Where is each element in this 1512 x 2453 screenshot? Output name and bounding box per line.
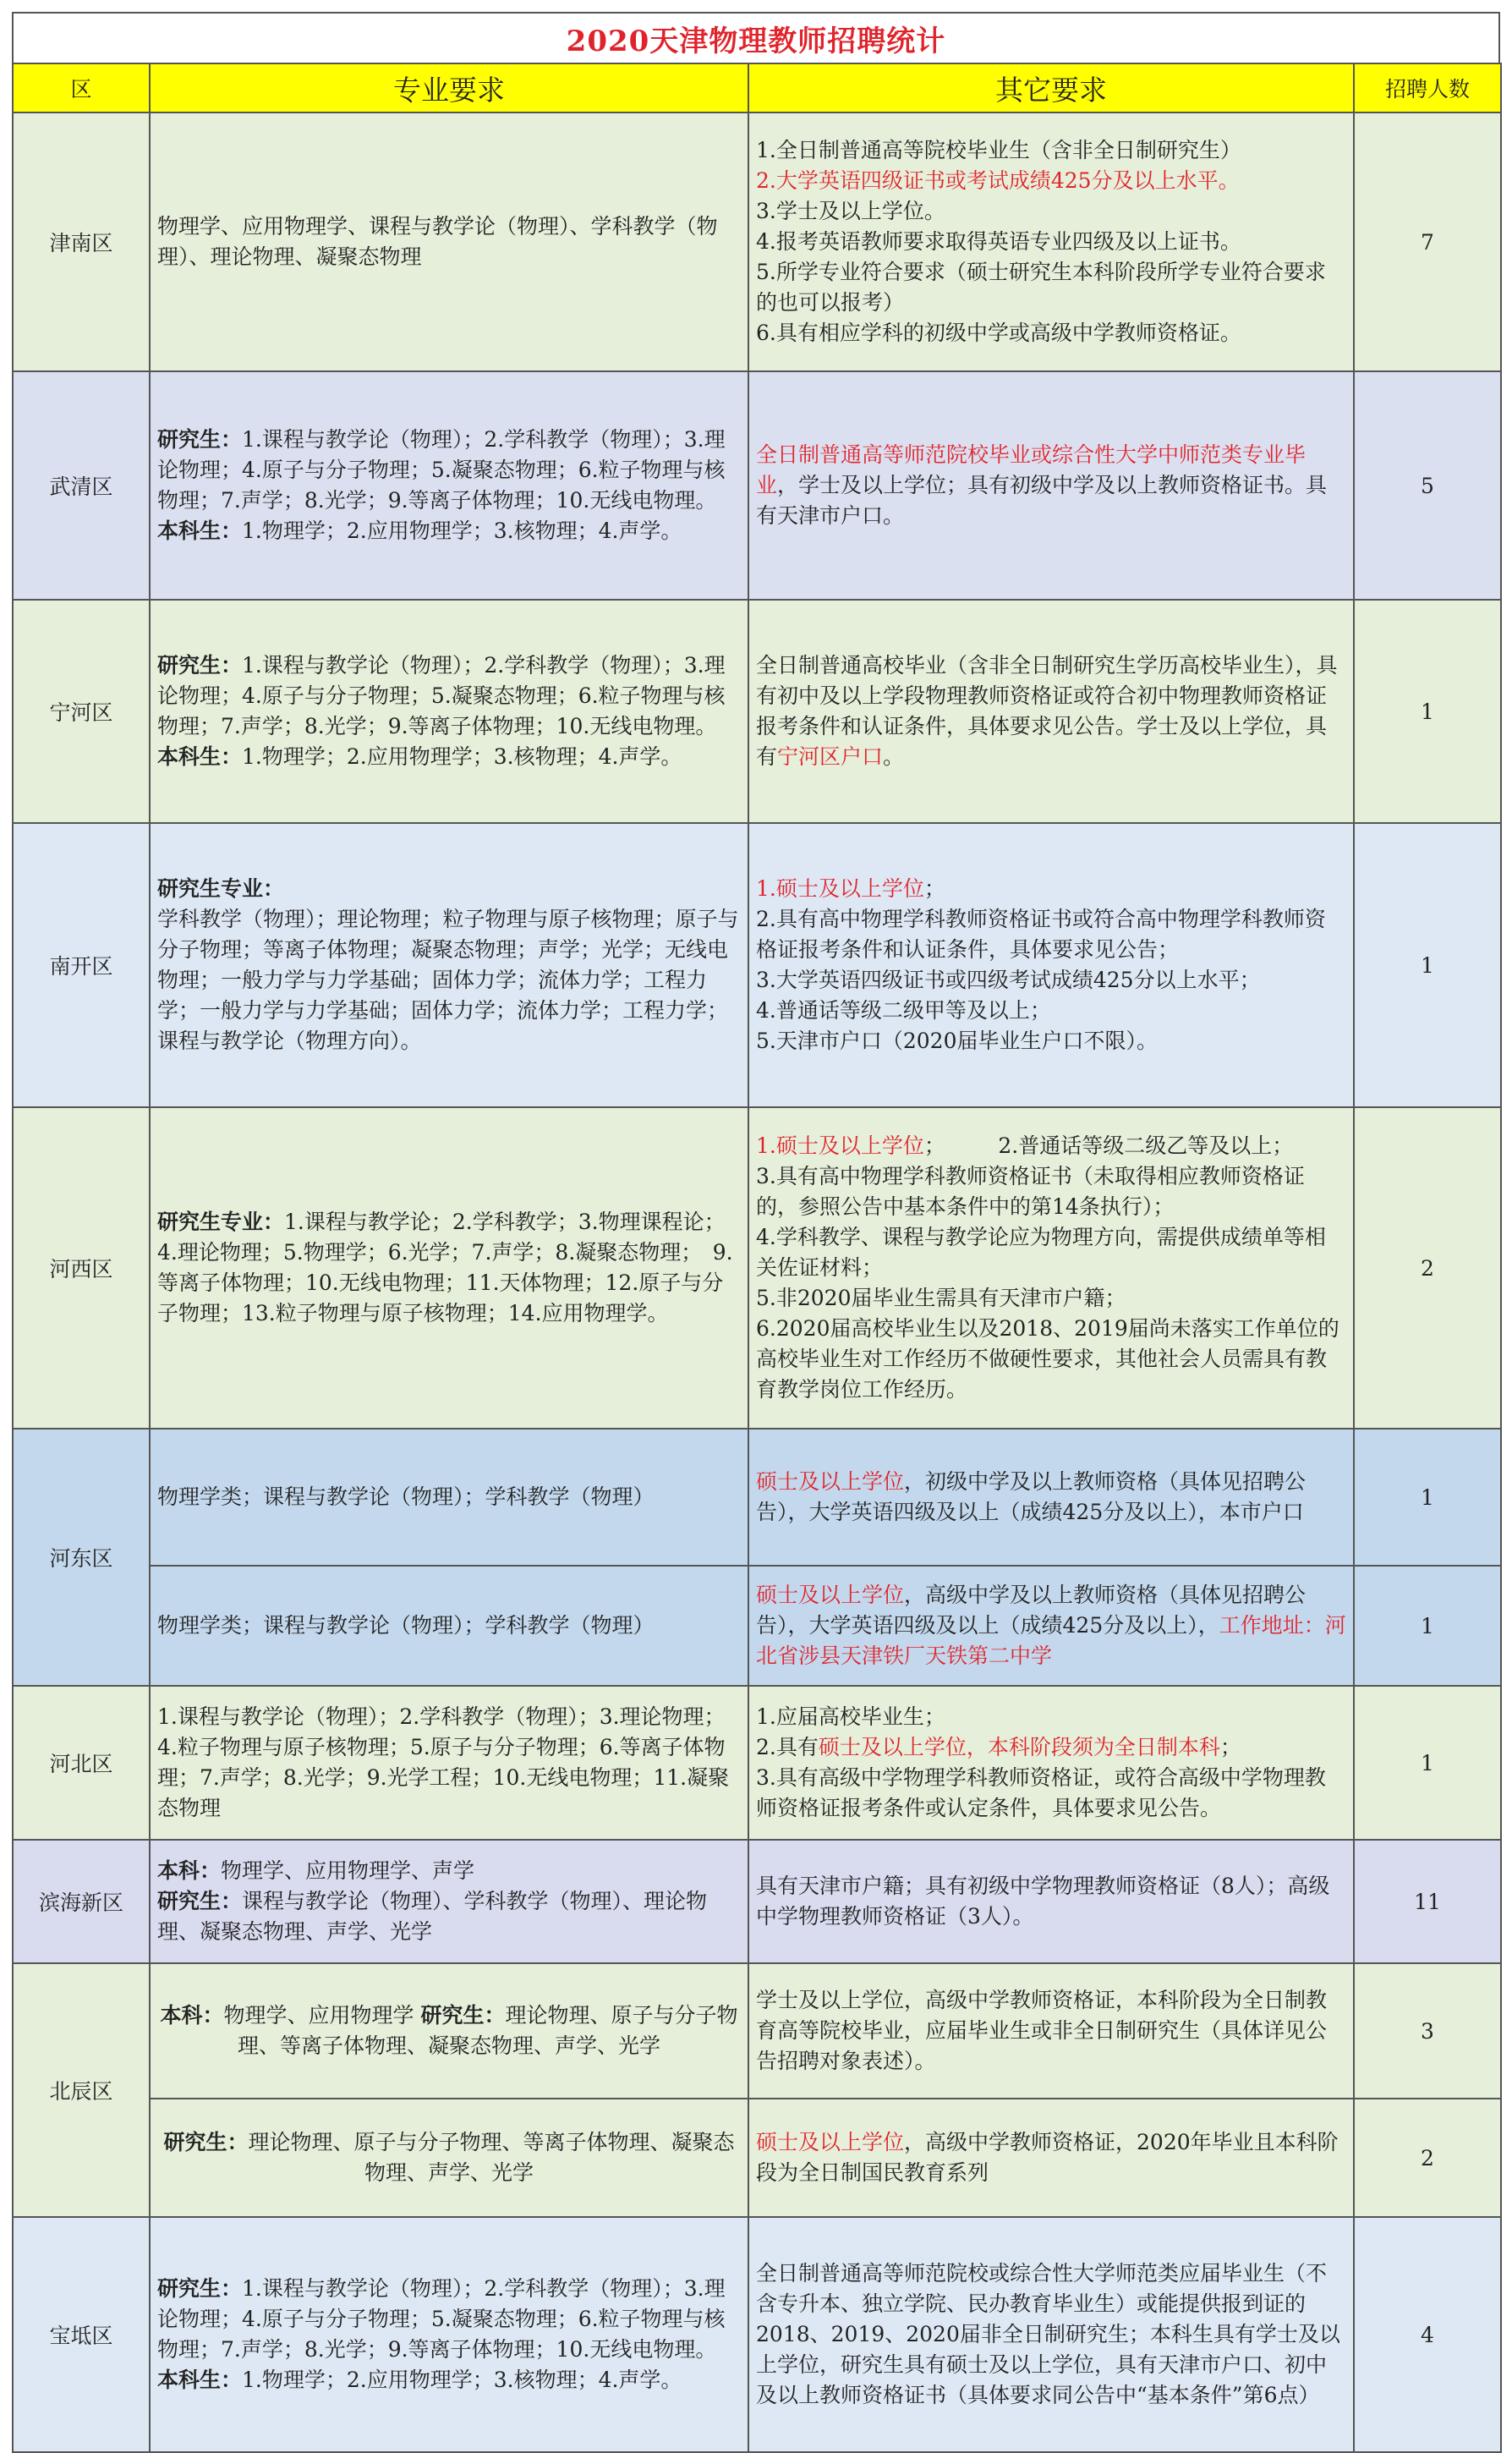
grad-majors: 1.课程与教学论（物理）；2.学科教学（物理）；3.理论物理；4.原子与分子物理；5.凝聚态物理；6.粒子物理与核物理；7.声学；8.光学；9.等离子体物理；10.无线电物理。 (157, 653, 726, 738)
sheet-title: 2020天津物理教师招聘统计 (12, 12, 1500, 63)
grad-label: 研究生专业： (157, 876, 285, 901)
grad-majors: 课程与教学论（物理）、学科教学（物理）、理论物理、凝聚态物理、声学、光学 (157, 1889, 708, 1944)
other-line: 5.天津市户口（2020届毕业生户口不限）。 (756, 1029, 1158, 1053)
other-line: 4.普通话等级二级甲等及以上； (756, 998, 1051, 1023)
other-line-end: ； (1219, 1735, 1241, 1759)
district-cell: 南开区 (13, 823, 150, 1107)
other-highlight: 硕士及以上学位，本科阶段须为全日制本科 (818, 1735, 1220, 1759)
count-cell: 1 (1354, 1429, 1501, 1566)
other-line-end: ； 2.普通话等级二级乙等及以上； (923, 1133, 1294, 1158)
count-cell: 1 (1354, 1686, 1501, 1840)
other-line: 1.应届高校毕业生； (756, 1704, 945, 1729)
other-highlight: 1.硕士及以上学位 (756, 1133, 924, 1158)
other-line (756, 874, 1346, 904)
other-line-highlight: 2.大学英语四级证书或考试成绩425分及以上水平。 (756, 168, 1240, 193)
grad-label: 研究生专业： (157, 1210, 285, 1234)
header-district: 区 (13, 63, 150, 112)
other-cell (748, 823, 1354, 1107)
count-cell: 1 (1354, 823, 1501, 1107)
district-cell: 河北区 (13, 1686, 150, 1840)
count-cell: 1 (1354, 1566, 1501, 1686)
other-highlight: 宁河区户口 (777, 744, 884, 769)
district-cell: 津南区 (13, 112, 150, 371)
major-text: 物理学、应用物理学、课程与教学论（物理）、学科教学（物理）、理论物理、凝聚态物理 (157, 214, 718, 269)
major-text (151, 2269, 748, 2401)
other-highlight: 硕士及以上学位 (756, 2130, 905, 2154)
other-rest: ，初级中学及以上教师资格（具体见招聘公告），大学英语四级及以上（成绩425分及以上），本市户口 (756, 1469, 1307, 1524)
other-cell (748, 1840, 1354, 1963)
count-cell: 5 (1354, 371, 1501, 600)
other-text (749, 2122, 1353, 2193)
district-cell: 北辰区 (13, 1963, 150, 2217)
undergrad-label: 本科生： (157, 744, 243, 769)
other-cell (748, 1429, 1354, 1566)
other-cell (748, 1686, 1354, 1840)
major-cell (150, 2099, 748, 2217)
other-highlight: 1.硕士及以上学位 (756, 876, 924, 901)
recruitment-sheet (12, 12, 1500, 2453)
other-cell (748, 2099, 1354, 2217)
count-cell: 4 (1354, 2217, 1501, 2452)
major-text (151, 1202, 748, 1334)
table-row-binhai (13, 1840, 1501, 1963)
grad-label: 研究生： (157, 2276, 243, 2301)
other-text: 全日制普通高等师范院校或综合性大学师范类应届毕业生（不含专升本、独立学院、民办教育毕业生）或能提供报到证的2018、2019、2020届非全日制研究生；本科生具有学士及以上学位，研究生具有硕士及以上学位，具有天津市户口、初中及以上教师资格证书（具体要求同公告中“基本条件”第6点） (756, 2261, 1340, 2407)
table-row-nankai (13, 823, 1501, 1107)
table-row-jinnan (13, 112, 1501, 371)
other-text (749, 130, 1353, 354)
table-row-ninghe (13, 600, 1501, 823)
major-cell (150, 600, 748, 823)
other-cell (748, 1107, 1354, 1429)
grad-majors: 1.课程与教学论；2.学科教学；3.物理课程论；4.理论物理；5.物理学；6.光学；7.声学；8.凝聚态物理； 9.等离子体物理；10.无线电物理；11.天体物理；12.原子与分子物理；13.粒子物理与原子核物理；14.应用物理学。 (157, 1210, 733, 1325)
other-text (749, 869, 1353, 1062)
other-rest: ，学士及以上学位；具有初级中学及以上教师资格证书。具有天津市户口。 (756, 473, 1328, 528)
other-line: 3.具有高级中学物理学科教师资格证，或符合高级中学物理教师资格证报考条件或认定条件，具体要求见公告。 (756, 1765, 1326, 1820)
undergrad-majors: 1.物理学；2.应用物理学；3.核物理；4.声学。 (242, 2368, 682, 2392)
other-line: 4.学科教学、课程与教学论应为物理方向，需提供成绩单等相关佐证材料； (756, 1225, 1326, 1280)
major-cell (150, 1107, 748, 1429)
other-cell (748, 112, 1354, 371)
other-text: 具有天津市户籍；具有初级中学物理教师资格证（8人）；高级中学物理教师资格证（3人）。 (756, 1874, 1330, 1929)
undergrad-label: 本科： (157, 1858, 222, 1883)
grad-label: 研究生： (420, 2003, 506, 2028)
other-cell (748, 600, 1354, 823)
other-line (756, 1732, 1346, 1763)
major-text (151, 1851, 748, 1952)
major-text (151, 1995, 748, 2066)
major-cell (150, 1566, 748, 1686)
other-line: 1.全日制普通高等院校毕业生（含非全日制研究生） (756, 138, 1241, 162)
work-address: 工作地址：河北省涉县天津铁厂天铁第二中学 (756, 1613, 1346, 1668)
grad-label: 研究生： (157, 427, 243, 452)
undergrad-label: 本科： (160, 2003, 224, 2028)
table-row-beichen-1 (13, 1963, 1501, 2099)
major-cell (150, 823, 748, 1107)
other-line: 3.学士及以上学位。 (756, 199, 945, 223)
major-cell (150, 1963, 748, 2099)
other-cell (748, 371, 1354, 600)
count-cell: 2 (1354, 1107, 1501, 1429)
other-line: 6.2020届高校毕业生以及2018、2019届尚未落实工作单位的高校毕业生对工作经历不做硬性要求，其他社会人员需具有教育教学岗位工作经历。 (756, 1316, 1339, 1402)
other-text (749, 645, 1353, 777)
major-cell (150, 1840, 748, 1963)
major-text: 物理学类；课程与教学论（物理）；学科教学（物理） (157, 1613, 655, 1638)
undergrad-label: 本科生： (157, 2368, 243, 2392)
other-highlight: 硕士及以上学位 (756, 1583, 905, 1607)
major-cell (150, 2217, 748, 2452)
other-text (749, 1697, 1353, 1829)
grad-label: 研究生： (157, 653, 243, 678)
undergrad-majors: 物理学、应用物理学、声学 (221, 1858, 475, 1883)
other-rest: ，高级中学教师资格证，2020年毕业且本科阶段为全日制国民教育系列 (756, 2130, 1339, 2185)
grad-majors: 学科教学（物理）；理论物理；粒子物理与原子核物理；原子与分子物理；等离子体物理；凝聚态物理；声学；光学；无线电物理；一般力学与力学基础；固体力学；流体力学；工程力学；一般力学与力学基础；固体力学；流体力学；工程力学；课程与教学论（物理方向）。 (157, 907, 739, 1053)
undergrad-majors: 1.物理学；2.应用物理学；3.核物理；4.声学。 (242, 519, 682, 543)
other-highlight: 全日制普通高等师范院校毕业或综合性大学中师范类专业毕业 (756, 442, 1307, 497)
other-highlight: 硕士及以上学位 (756, 1469, 905, 1494)
major-text (151, 420, 748, 552)
major-cell (150, 1429, 748, 1566)
other-line: 6.具有相应学科的初级中学或高级中学教师资格证。 (756, 321, 1241, 345)
header-major: 专业要求 (150, 63, 748, 112)
major-text (151, 645, 748, 777)
other-line: 5.所学专业符合要求（硕士研究生本科阶段所学专业符合要求的也可以报考） (756, 260, 1326, 315)
grad-majors: 1.课程与教学论（物理）；2.学科教学（物理）；3.理论物理；4.原子与分子物理；5.凝聚态物理；6.粒子物理与核物理；7.声学；8.光学；9.等离子体物理；10.无线电物理。 (157, 427, 726, 513)
major-cell (150, 1686, 748, 1840)
major-text: 1.课程与教学论（物理）；2.学科教学（物理）；3.理论物理；4.粒子物理与原子核物理；5.原子与分子物理；6.等离子体物理；7.声学；8.光学；9.光学工程；10.无线电物理；11.凝聚态物理 (157, 1704, 730, 1820)
undergrad-majors: 物理学、应用物理学 (223, 2003, 414, 2028)
district-cell: 宝坻区 (13, 2217, 150, 2452)
major-text (151, 2122, 748, 2193)
count-cell: 7 (1354, 112, 1501, 371)
count-cell: 1 (1354, 600, 1501, 823)
other-text (749, 435, 1353, 536)
district-cell: 河东区 (13, 1429, 150, 1686)
other-line: 2.具有高中物理学科教师资格证书或符合高中物理学科教师资格证报考条件和认证条件，具体要求见公告； (756, 907, 1326, 962)
grad-label: 研究生： (163, 2130, 249, 2154)
major-cell (150, 371, 748, 600)
grad-majors: 理论物理、原子与分子物理、等离子体物理、凝聚态物理、声学、光学 (237, 2003, 738, 2058)
undergrad-majors: 1.物理学；2.应用物理学；3.核物理；4.声学。 (242, 744, 682, 769)
district-cell: 滨海新区 (13, 1840, 150, 1963)
grad-label: 研究生： (157, 1889, 243, 1913)
other-line-end: ； (923, 876, 945, 901)
undergrad-label: 本科生： (157, 519, 243, 543)
district-cell: 宁河区 (13, 600, 150, 823)
district-cell: 武清区 (13, 371, 150, 600)
count-cell: 3 (1354, 1963, 1501, 2099)
header-other: 其它要求 (748, 63, 1354, 112)
other-line: 5.非2020届毕业生需具有天津市户籍； (756, 1286, 1126, 1310)
table-row-beichen-2 (13, 2099, 1501, 2217)
other-line: 4.报考英语教师要求取得英语专业四级及以上证书。 (756, 229, 1241, 254)
major-cell (150, 112, 748, 371)
table-row-baodi (13, 2217, 1501, 2452)
other-text (749, 1575, 1353, 1676)
count-cell: 2 (1354, 2099, 1501, 2217)
table-row-wuqing (13, 371, 1501, 600)
other-line: 3.具有高中物理学科教师资格证书（未取得相应教师资格证的，参照公告中基本条件中的第14条执行）； (756, 1164, 1305, 1219)
table-row-hebei (13, 1686, 1501, 1840)
other-line-pre: 2.具有 (756, 1735, 819, 1759)
other-text: 学士及以上学位，高级中学教师资格证，本科阶段为全日制教育高等院校毕业，应届毕业生或非全日制研究生（具体详见公告招聘对象表述）。 (756, 1988, 1328, 2073)
other-end: 。 (883, 744, 905, 769)
major-text: 物理学类；课程与教学论（物理）；学科教学（物理） (157, 1484, 655, 1509)
table-row-hedong-1 (13, 1429, 1501, 1566)
other-rest: ，高级中学及以上教师资格（具体见招聘公告），大学英语四级及以上（成绩425分及以上）， (756, 1583, 1307, 1638)
header-row (13, 63, 1501, 112)
major-text (151, 869, 748, 1062)
count-cell: 11 (1354, 1840, 1501, 1963)
table-row-hedong-2 (13, 1566, 1501, 1686)
other-line: 3.大学英语四级证书或四级考试成绩425分以上水平； (756, 968, 1261, 992)
other-cell (748, 2217, 1354, 2452)
header-count: 招聘人数 (1354, 63, 1501, 112)
grad-majors: 1.课程与教学论（物理）；2.学科教学（物理）；3.理论物理；4.原子与分子物理；5.凝聚态物理；6.粒子物理与核物理；7.声学；8.光学；9.等离子体物理；10.无线电物理。 (157, 2276, 726, 2362)
grad-majors: 理论物理、原子与分子物理、等离子体物理、凝聚态物理、声学、光学 (248, 2130, 735, 2185)
recruitment-table (12, 63, 1502, 2453)
other-line (756, 1131, 1346, 1161)
other-main: 全日制普通高校毕业（含非全日制研究生学历高校毕业生），具有初中及以上学段物理教师资格证或符合初中物理教师资格证报考条件和认证条件，具体要求见公告。学士及以上学位，具有 (756, 653, 1338, 769)
other-cell (748, 1963, 1354, 2099)
table-row-hexi (13, 1107, 1501, 1429)
other-cell (748, 1566, 1354, 1686)
other-text (749, 1126, 1353, 1410)
district-cell: 河西区 (13, 1107, 150, 1429)
other-text (749, 1462, 1353, 1533)
